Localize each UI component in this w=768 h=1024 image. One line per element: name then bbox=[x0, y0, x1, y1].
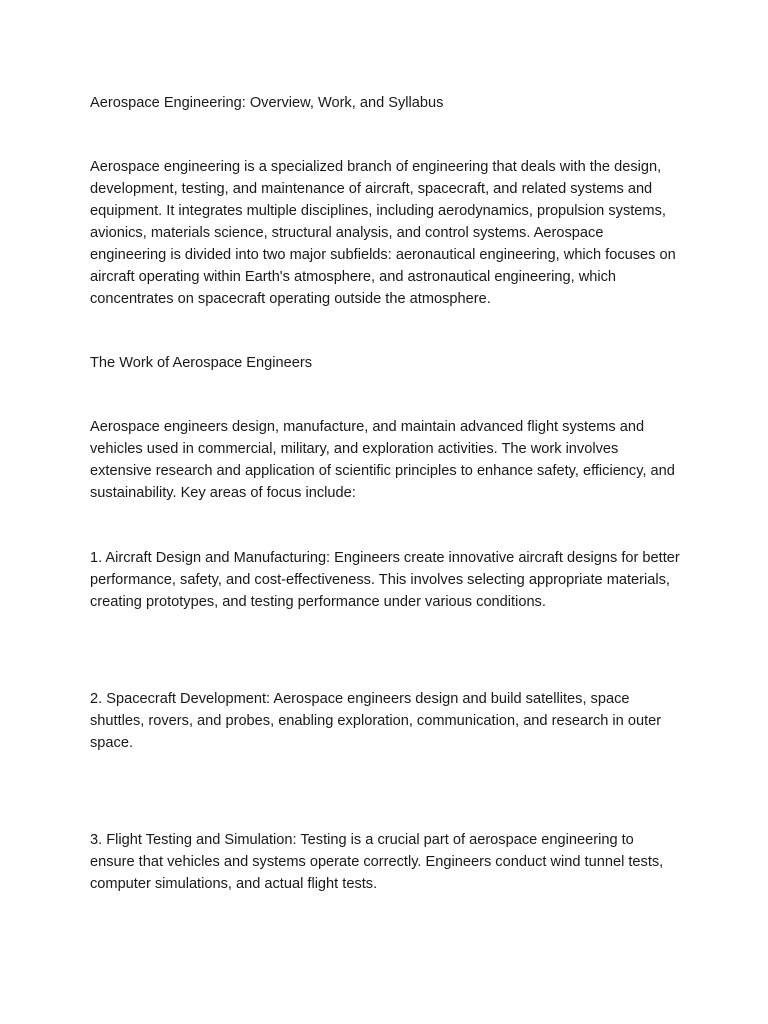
list-item: 3. Flight Testing and Simulation: Testing is a crucial part of aerospace engineering to ensure that vehicles and systems operate correctly. Engineers conduct wind tunnel tests, computer simulations, and actual flight tests. bbox=[90, 832, 664, 892]
document-title: Aerospace Engineering: Overview, Work, and Syllabus bbox=[90, 95, 444, 111]
section-heading: The Work of Aerospace Engineers bbox=[90, 355, 312, 371]
list-item: 1. Aircraft Design and Manufacturing: Engineers create innovative aircraft designs for better performance, safety, and cost-effectiveness. This involves selecting appropriate materials, creating prototypes, and testing performance under various conditions. bbox=[90, 550, 680, 610]
intro-paragraph: Aerospace engineering is a specialized branch of engineering that deals with the design, development, testing, and maintenance of aircraft, spacecraft, and related systems and equipment. It integrates multiple disciplines, including aerodynamics, propulsion systems, avionics, materials science, structural analysis, and control systems. Aerospace engineering is divided into two major subfields: aeronautical engineering, which focuses on aircraft operating within Earth's atmosphere, and astronautical engineering, which concentrates on spacecraft operating outside the atmosphere. bbox=[90, 159, 676, 307]
list-item: 2. Spacecraft Development: Aerospace engineers design and build satellites, space shuttles, rovers, and probes, enabling exploration, communication, and research in outer space. bbox=[90, 691, 662, 751]
section-paragraph: Aerospace engineers design, manufacture, and maintain advanced flight systems and vehicles used in commercial, military, and exploration activities. The work involves extensive research and application of scientific principles to enhance safety, efficiency, and sustainability. Key areas of focus include: bbox=[90, 419, 675, 501]
